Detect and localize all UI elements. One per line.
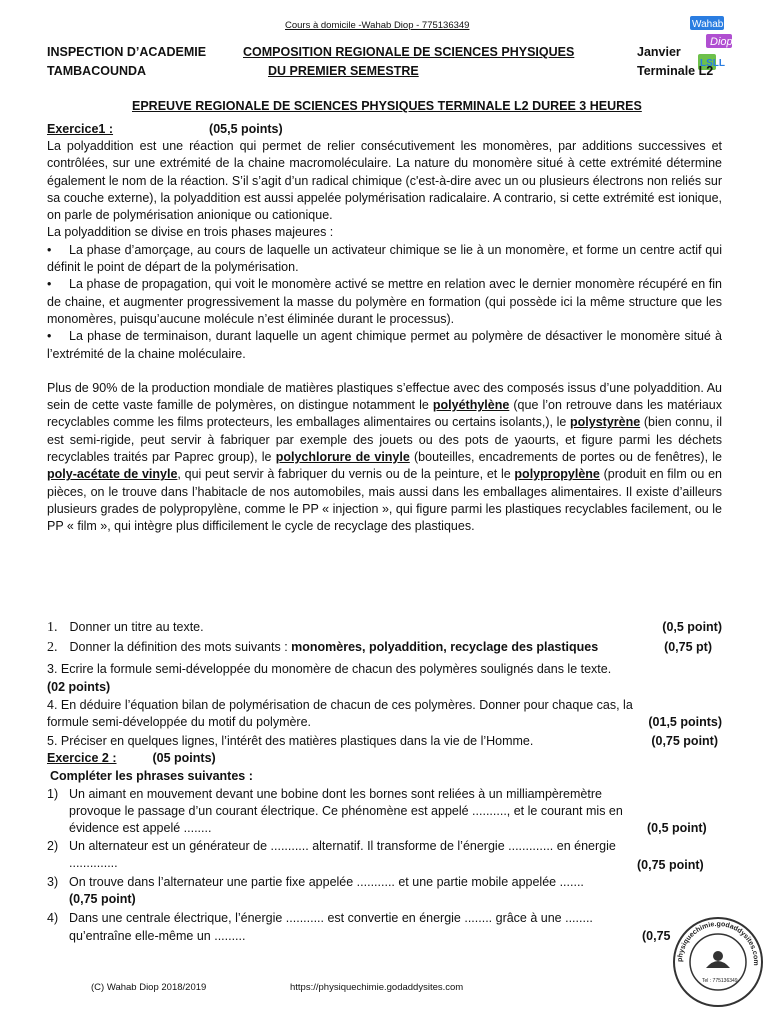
question-4: 4. En déduire l’équation bilan de polymérisation de chacun de ces polymères. Donner pour chaque cas, la <box>47 698 633 712</box>
svg-text:Wahab: Wahab <box>692 19 724 30</box>
exercise2-item-3: 3) On trouve dans l’alternateur une partie fixe appelée ........... et une partie mobile appelée ....... (0,75 point) <box>47 875 584 906</box>
exercise2-heading <box>47 751 216 765</box>
exercise2-item-3-points: (0,75 point) <box>69 892 136 906</box>
bullet-item: • La phase de propagation, qui voit le monomère activé se mettre en relation avec le dernier monomère récupéré en fin de chaine, et augmenter progressivement la masse du polymère en formation (qui possède ici la même structure que les monomères, puisqu’aucune molécule n’est éliminée durant le processus). <box>47 277 722 326</box>
exercise1-label: Exercice1 : <box>47 122 114 136</box>
exercise2-item-4-points: (0,75 <box>642 929 671 943</box>
question-2: 2. Donner la définition des mots suivants : monomères, polyaddition, recyclage des plastiques (0,75 pt) <box>47 640 712 655</box>
exercise1-heading <box>47 122 283 136</box>
exercise2-item-2-points: (0,75 point) <box>637 858 704 872</box>
exercise2-item-4: 4) Dans une centrale électrique, l’énergie ........... est convertie en énergie ........ grâce à une ........ qu’entraîne elle-même un ......... (0,75 <box>47 911 671 943</box>
polymer-pva: poly-acétate de vinyle <box>47 467 178 482</box>
question-5: 5. Préciser en quelques lignes, l’intérêt des matières plastiques dans la vie de l’Homme. (0,75 point) <box>47 734 718 748</box>
bullet-item: • La phase d’amorçage, au cours de laquelle un activateur chimique se lie à un monomère, et forme un centre actif qui définit le point de départ de la polymérisation. <box>47 242 722 275</box>
school-stamp <box>672 916 764 1008</box>
paragraph-plastics: Plus de 90% de la production mondiale de matières plastiques s’effectue avec des composés issus d’une polyaddition. Au sein de cette vaste famille de polymères, on distingue notamment le polyéthylène (que l’on retrouve dans les matériaux recyclables comme les films protecteurs, les emballages alimentaires ou certains isolants,), le polystyrène (bien connu, il est semi-rigide, peut servir à fabriquer par exemple des jouets ou des pots de yaourts, et figure parmi les déchets recyclables traités par Paprec group), le polychlorure de vinyle (bouteilles, encadrements de portes ou de fenêtres), le poly-acétate de vinyle, qui peut servir à fabriquer du vernis ou de la peinture, et le polypropylène (produit en film ou en pièces, on le trouve dans l’habitacle de nos automobiles, mais aussi dans les emballages alimentaires. Il existe d’ailleurs plusieurs grades de polypropylène, comme le PP « injection », qui figure parmi les plastiques recyclables facilement, ou le PP « film », qui intègre plus difficilement le cycle de recyclage des plastiques. <box>47 380 723 534</box>
svg-text:Tel : 775136349: Tel : 775136349 <box>702 978 738 984</box>
question-2-points: (0,75 pt) <box>664 640 712 654</box>
polymer-polypropylene: polypropylène <box>514 467 600 482</box>
header-class: Terminale L2 <box>637 64 714 78</box>
header-tambacounda: TAMBACOUNDA <box>47 64 147 78</box>
polymer-pvc: polychlorure de vinyle <box>275 450 410 465</box>
exercise2-intro: Compléter les phrases suivantes : <box>50 769 253 783</box>
exercise1-points: (05,5 points) <box>209 122 283 136</box>
svg-text:physiquechimie.godaddysites.co: physiquechimie.godaddysites.com <box>676 920 760 966</box>
question-3: 3. Ecrire la formule semi-développée du monomère de chacun des polymères soulignés dans le texte. <box>47 662 612 676</box>
header-month: Janvier <box>637 45 681 59</box>
header-semestre: DU PREMIER SEMESTRE <box>268 64 419 78</box>
question-5-points: (0,75 point) <box>651 734 718 748</box>
paragraph-phases: La polyaddition se divise en trois phases majeures : <box>47 225 334 240</box>
question-1: 1. Donner un titre au texte. (0,5 point) <box>47 620 722 635</box>
exercise2-item-2: 2) Un alternateur est un générateur de ........... alternatif. Il transforme de l’énergie ............. en énergie .............. (0,75 point) <box>47 839 704 872</box>
header-inspection: INSPECTION D’ACADEMIE <box>47 45 207 59</box>
question-4-points: (01,5 points) <box>648 715 722 729</box>
contact-line: Cours à domicile -Wahab Diop - 775136349 <box>285 20 470 31</box>
exercise2-label: Exercice 2 : <box>47 751 117 765</box>
paragraph-intro: La polyaddition est une réaction qui permet de relier consécutivement les monomères, par additions successives et contrôlées, sur une extrémité de la chaine macromoléculaire. La nature du monomère situé à cette extrémité détermine également le nom de la réaction. S’il s’agit d’un radical chimique (c'est-à-dire avec un ou plusieurs électrons non reliés sur sa couche externe), la polyaddition est aussi appelée polymérisation radicalaire. A contrario, si cette extrémité est ionique, on parle de polymérisation anionique ou cationique. <box>47 139 722 223</box>
bullet-item: • La phase de terminaison, durant laquelle un agent chimique permet au polymère de désactiver le monomère situé à l’extrémité de la chaine moléculaire. <box>47 329 722 361</box>
exercise1-text <box>47 138 722 536</box>
svg-text:Diop: Diop <box>710 36 733 48</box>
footer-website[interactable]: https://physiquechimie.godaddysites.com <box>290 982 464 993</box>
exercise2-points: (05 points) <box>152 751 216 765</box>
question-3-points: (02 points) <box>47 680 111 694</box>
question-4-line2: formule semi-développée du motif du polymère. (01,5 points) <box>47 715 722 729</box>
question-1-points: (0,5 point) <box>662 620 722 634</box>
footer-copyright: (C) Wahab Diop 2018/2019 <box>91 982 207 993</box>
polymer-polystyrene: polystyrène <box>570 415 641 430</box>
svg-text:LSLL: LSLL <box>700 58 725 69</box>
exercise2-item-1: 1) Un aimant en mouvement devant une bobine dont les bornes sont reliées à un milliampèremètre provoque le passage d’un courant électrique. Ce phénomène est appelé .........., et le courant mis en évidence est appelé ........ (0,5 point) <box>47 787 707 835</box>
exam-title: EPREUVE REGIONALE DE SCIENCES PHYSIQUES TERMINALE L2 DUREE 3 HEURES <box>132 99 642 113</box>
polymer-polyethylene: polyéthylène <box>432 398 510 413</box>
header-composition: COMPOSITION REGIONALE DE SCIENCES PHYSIQUES <box>243 45 575 59</box>
exercise2-item-1-points: (0,5 point) <box>647 821 707 835</box>
